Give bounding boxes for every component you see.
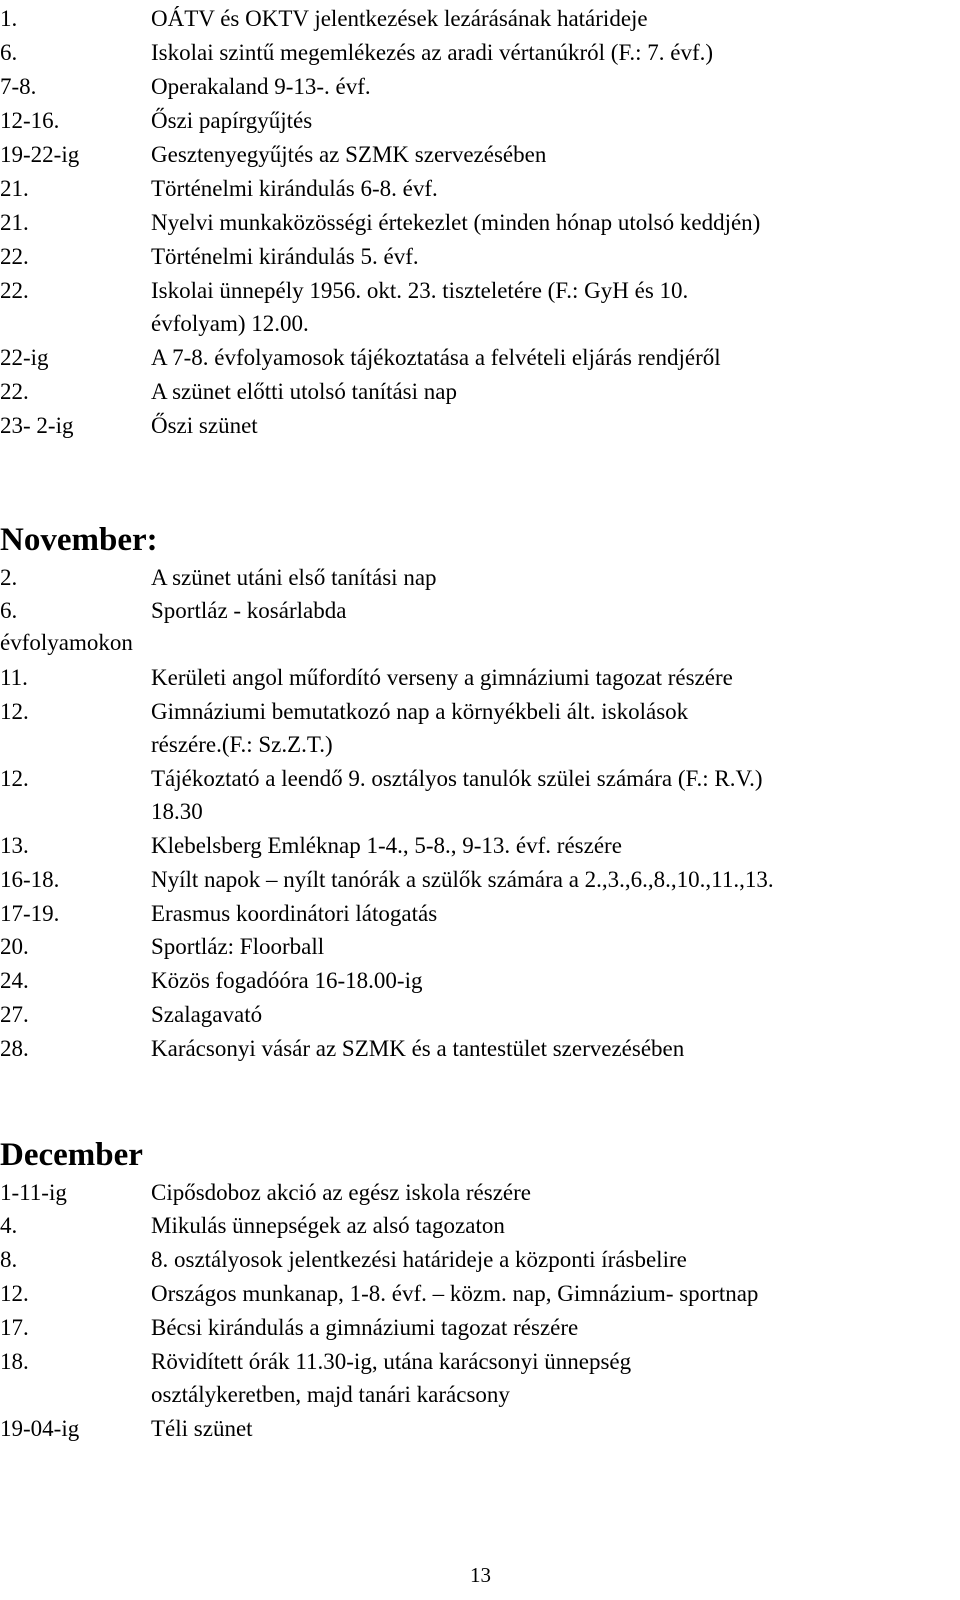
row-event: Történelmi kirándulás 6-8. évf. xyxy=(151,176,438,201)
row-date: 24. xyxy=(0,968,29,993)
row-date: 19-22-ig xyxy=(0,142,80,167)
row-date: 11. xyxy=(0,665,28,690)
page-number: 13 xyxy=(470,1563,491,1587)
row-event-continuation: osztálykeretben, majd tanári karácsony xyxy=(151,1382,510,1407)
row-event-continuation: évfolyamokon xyxy=(0,630,133,655)
row-date: 23- 2-ig xyxy=(0,413,74,438)
row-date: 17-19. xyxy=(0,901,60,926)
row-event: Iskolai szintű megemlékezés az aradi vértanúkról (F.: 7. évf.) xyxy=(151,40,714,65)
row-event: Őszi papírgyűjtés xyxy=(151,108,313,133)
row-event: Történelmi kirándulás 5. évf. xyxy=(151,244,419,269)
row-event: 8. osztályosok jelentkezési határideje a központi írásbelire xyxy=(151,1247,687,1272)
row-event: Iskolai ünnepély 1956. okt. 23. tiszteletére (F.: GyH és 10. xyxy=(151,278,689,303)
row-date: 22. xyxy=(0,379,29,404)
row-event: Országos munkanap, 1-8. évf. – közm. nap, Gimnázium- sportnap xyxy=(151,1281,759,1306)
row-date: 22. xyxy=(0,244,29,269)
row-date: 12-16. xyxy=(0,108,60,133)
row-date: 18. xyxy=(0,1349,29,1374)
row-event: Kerületi angol műfordító verseny a gimnáziumi tagozat részére xyxy=(151,665,733,690)
row-event: A 7-8. évfolyamosok tájékoztatása a felvételi eljárás rendjéről xyxy=(151,345,721,370)
month-heading-december: December xyxy=(0,1137,143,1173)
row-event: Erasmus koordinátori látogatás xyxy=(151,901,438,926)
row-event: Téli szünet xyxy=(151,1416,253,1441)
row-event: Őszi szünet xyxy=(151,413,258,438)
row-date: 27. xyxy=(0,1002,29,1027)
row-date: 21. xyxy=(0,176,29,201)
row-date: 1-11-ig xyxy=(0,1180,67,1205)
row-event: Bécsi kirándulás a gimnáziumi tagozat részére xyxy=(151,1315,579,1340)
row-date: 28. xyxy=(0,1036,29,1061)
row-event: A szünet előtti utolsó tanítási nap xyxy=(151,379,457,404)
row-event: Rövidített órák 11.30-ig, utána karácsonyi ünnepség xyxy=(151,1349,632,1374)
row-event: Operakaland 9-13-. évf. xyxy=(151,74,371,99)
row-date: 22-ig xyxy=(0,345,49,370)
row-date: 12. xyxy=(0,699,29,724)
row-event: Tájékoztató a leendő 9. osztályos tanulók szülei számára (F.: R.V.) xyxy=(151,766,763,791)
row-event: Klebelsberg Emléknap 1-4., 5-8., 9-13. évf. részére xyxy=(151,833,622,858)
row-event-continuation: évfolyam) 12.00. xyxy=(151,311,309,336)
row-date: 16-18. xyxy=(0,867,60,892)
row-event: Mikulás ünnepségek az alsó tagozaton xyxy=(151,1213,505,1238)
row-date: 13. xyxy=(0,833,29,858)
row-event: OÁTV és OKTV jelentkezések lezárásának határideje xyxy=(151,6,648,31)
row-event: Nyelvi munkaközösségi értekezlet (minden hónap utolsó keddjén) xyxy=(151,210,761,235)
row-event: Gimnáziumi bemutatkozó nap a környékbeli ált. iskolások xyxy=(151,699,689,724)
row-date: 22. xyxy=(0,278,29,303)
row-date: 20. xyxy=(0,934,29,959)
row-event: Sportláz: Floorball xyxy=(151,934,325,959)
row-event: Szalagavató xyxy=(151,1002,263,1027)
row-event: A szünet utáni első tanítási nap xyxy=(151,565,437,590)
row-date: 8. xyxy=(0,1247,18,1272)
row-event: Gesztenyegyűjtés az SZMK szervezésében xyxy=(151,142,547,167)
row-date: 19-04-ig xyxy=(0,1416,80,1441)
row-date: 6. xyxy=(0,598,18,623)
row-date: 6. xyxy=(0,40,18,65)
row-date: 17. xyxy=(0,1315,29,1340)
row-event-continuation: részére.(F.: Sz.Z.T.) xyxy=(151,732,333,757)
row-date: 21. xyxy=(0,210,29,235)
row-date: 1. xyxy=(0,6,18,31)
row-date: 2. xyxy=(0,565,18,590)
row-date: 7-8. xyxy=(0,74,37,99)
row-event: Közös fogadóóra 16-18.00-ig xyxy=(151,968,423,993)
row-event: Cipősdoboz akció az egész iskola részére xyxy=(151,1180,531,1205)
row-date: 4. xyxy=(0,1213,18,1238)
row-event: Karácsonyi vásár az SZMK és a tantestület szervezésében xyxy=(151,1036,685,1061)
row-event-continuation: 18.30 xyxy=(151,799,203,824)
row-event: Sportláz - kosárlabda xyxy=(151,598,347,623)
row-date: 12. xyxy=(0,766,29,791)
month-heading-november: November: xyxy=(0,522,158,558)
row-date: 12. xyxy=(0,1281,29,1306)
row-event: Nyílt napok – nyílt tanórák a szülők számára a 2.,3.,6.,8.,10.,11.,13. xyxy=(151,867,774,892)
